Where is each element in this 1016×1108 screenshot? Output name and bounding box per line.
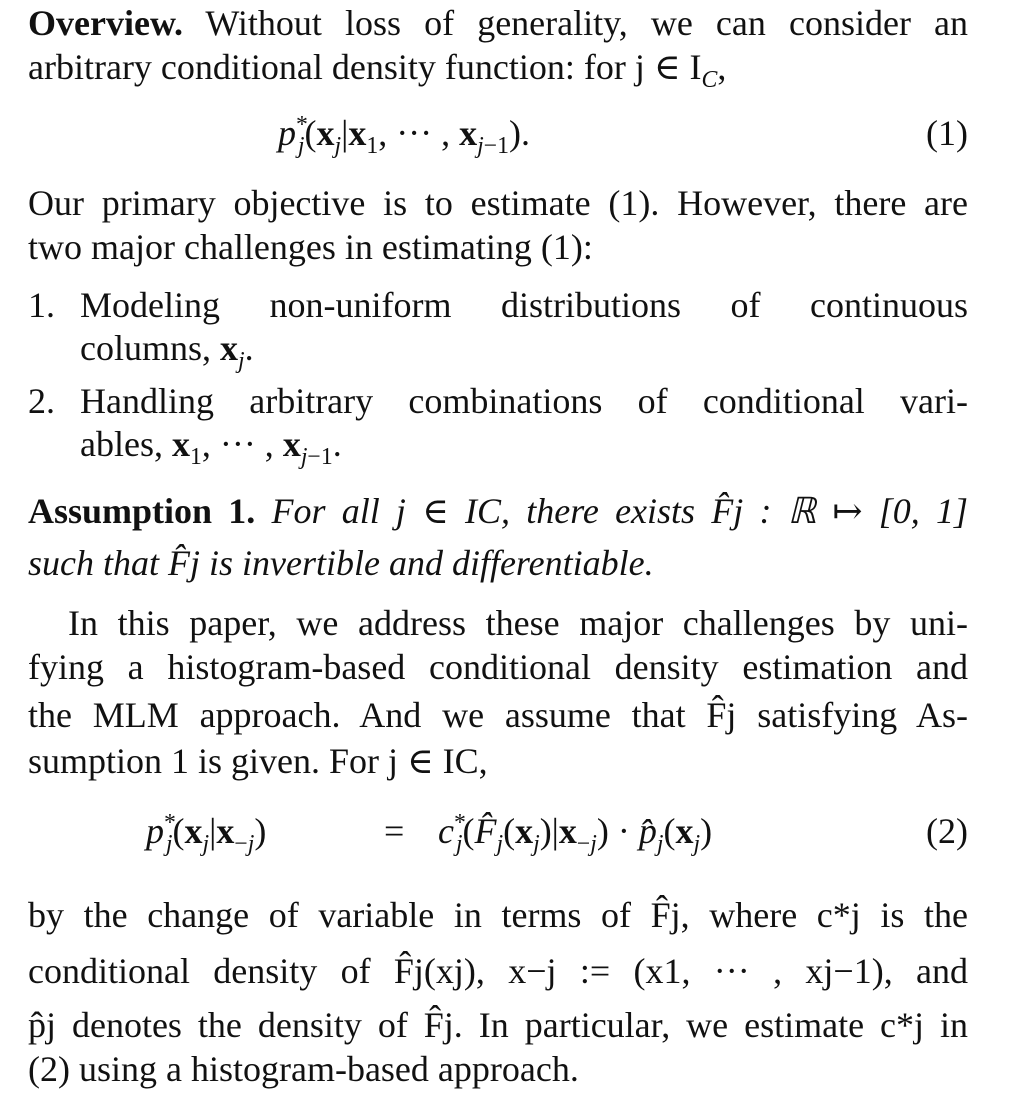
objective-line-1: Our primary objective is to estimate (1). However, there are: [28, 183, 968, 223]
overview-line-1: [28, 2, 968, 45]
equation-2-equals: =: [384, 811, 405, 851]
paragraph-line-4: sumption 1 is given. For j ∈ IC,: [28, 741, 488, 781]
equation-2-rhs: $c^*_j(F̂_j(x_j)|x_{-j})$ · $p̂_j(x_j)$: [438, 810, 713, 858]
closing-line-1: by the change of variable in terms of F̂j, where c*j is the: [28, 895, 968, 935]
challenge-list: [28, 284, 968, 476]
assumption-label: Assumption 1.: [28, 491, 256, 531]
assumption-text-1: For all j ∈ IC, there exists F̂j : ℝ ↦ [0, 1]: [271, 491, 969, 531]
overview-text-2: arbitrary conditional density function: for j ∈ I: [28, 47, 702, 87]
list-item: [28, 380, 968, 476]
paragraph-line-3: the MLM approach. And we assume that F̂j satisfying As-: [28, 695, 968, 735]
closing-line-2: conditional density of F̂j(xj), x−j := (x1, ··· , xj−1), and: [28, 951, 968, 991]
assumption-line-2: such that F̂j is invertible and differentiable.: [28, 543, 654, 583]
list-item-line-1: Handling arbitrary combinations of conditional vari-: [80, 381, 968, 421]
paragraph-line-1: In this paper, we address these major challenges by uni-: [68, 603, 968, 643]
equation-1-body: $p^*_j(x_j|x_1$, ··· , $x_{j-1}$).: [278, 112, 531, 160]
list-item: [28, 284, 968, 380]
list-item-line-2: ables, $x_1$, ··· , $x_{j-1}$.: [80, 424, 342, 471]
closing-line-3: p̂j denotes the density of F̂j. In particular, we estimate c*j in: [28, 1005, 968, 1045]
equation-1-number: (1): [926, 113, 968, 153]
overview-line-2: arbitrary conditional density function: for j ∈ $I_C$,: [28, 47, 727, 94]
paragraph-line-2: fying a histogram-based conditional density estimation and: [28, 647, 968, 687]
closing-line-4: (2) using a histogram-based approach.: [28, 1049, 579, 1089]
objective-line-2: two major challenges in estimating (1):: [28, 227, 593, 267]
overview-text-1: Without loss of generality, we can consider an: [205, 3, 968, 43]
equation-1: [28, 112, 968, 170]
assumption-line-1: [28, 490, 968, 533]
overview-heading: Overview.: [28, 3, 183, 43]
list-number: 1.: [28, 285, 55, 325]
list-item-line-1: Modeling non-uniform distributions of continuous: [80, 285, 968, 325]
equation-2-number: (2): [926, 811, 968, 851]
list-item-line-2: columns, $x_j$.: [80, 328, 254, 375]
equation-2: [28, 810, 968, 868]
equation-2-lhs: $p^*_j(x_j|x_{-j})$: [146, 810, 267, 858]
list-number: 2.: [28, 381, 55, 421]
